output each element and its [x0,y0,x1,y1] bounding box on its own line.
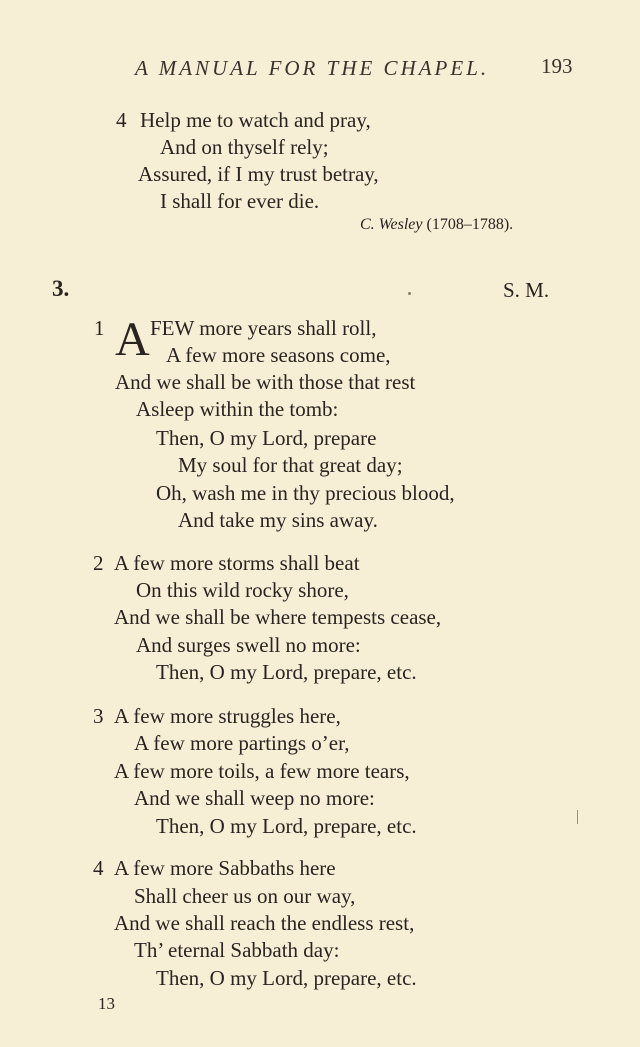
verse-line: Shall cheer us on our way, [134,884,356,908]
page-number: 193 [541,54,573,78]
verse-line: A few more storms shall beat [114,551,360,575]
verse-line: And we shall be where tempests cease, [114,605,442,629]
signature-mark: 13 [98,994,115,1013]
verse-line: Th’ eternal Sabbath day: [134,938,340,962]
verse-line: Then, O my Lord, prepare, etc. [156,814,417,838]
verse-line: Then, O my Lord, prepare [156,426,377,450]
verse-number: 4 [93,856,104,880]
ink-speck [408,292,411,295]
author-attribution [360,216,513,234]
hymn-meter: S. M. [503,278,550,302]
verse-line: FEW more years shall roll, [150,316,377,340]
verse-line: A few more struggles here, [114,704,341,728]
verse-line: My soul for that great day; [178,453,403,477]
verse-line: I shall for ever die. [160,189,320,213]
verse-number: 2 [93,551,104,575]
verse-line: And we shall reach the endless rest, [114,911,415,935]
hymn-number: 3. [52,276,70,301]
verse-line: A few more Sabbaths here [114,856,336,880]
verse-number: 4 [116,108,127,132]
verse-line: Assured, if I my trust betray, [138,162,379,186]
verse-line: Oh, wash me in thy precious blood, [156,481,455,505]
verse-line: And take my sins away. [178,508,378,532]
verse-line: And we shall be with those that rest [115,370,416,394]
verse-line: And on thyself rely; [160,135,329,159]
verse-number: 3 [93,704,104,728]
drop-cap: A [115,313,150,366]
verse-line: Then, O my Lord, prepare, etc. [156,966,417,990]
verse-line: A few more toils, a few more tears, [114,759,410,783]
verse-line: A few more partings o’er, [134,731,350,755]
verse-number: 1 [94,316,105,340]
running-header: A MANUAL FOR THE CHAPEL. [135,56,490,80]
verse-line: A few more seasons come, [166,343,391,367]
verse-line: Then, O my Lord, prepare, etc. [156,660,417,684]
verse-line: And surges swell no more: [136,633,361,657]
author-name: C. Wesley [360,216,423,233]
verse-line: Help me to watch and pray, [140,108,371,132]
margin-mark [577,810,578,824]
verse-line: Asleep within the tomb: [136,397,339,421]
verse-line: On this wild rocky shore, [136,578,349,602]
author-dates: (1708–1788). [426,216,514,233]
verse-line: And we shall weep no more: [134,786,375,810]
